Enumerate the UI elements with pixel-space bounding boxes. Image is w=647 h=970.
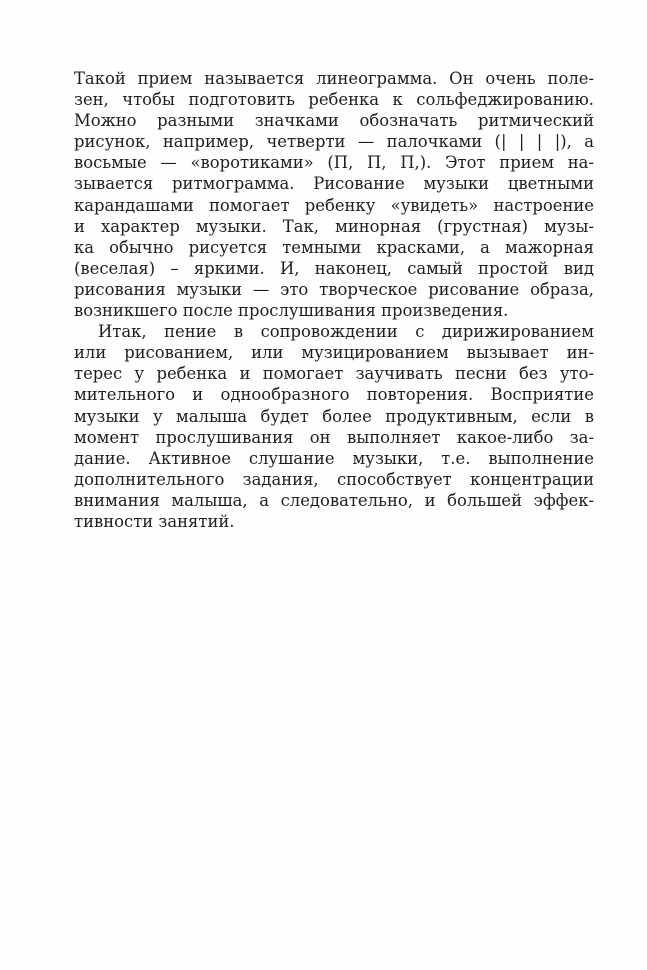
text-line: восьмые — «воротиками» (П, П, П,). Этот прием на- <box>74 153 594 173</box>
paragraph-1 <box>74 68 594 321</box>
text-line: Итак, пение в сопровождении с дирижированием <box>98 322 594 342</box>
text-line: дание. Активное слушание музыки, т.е. выполнение <box>74 448 594 468</box>
text-line: зывается ритмограмма. Рисование музыки цветными <box>74 174 594 194</box>
text-line: внимания малыша, а следовательно, и большей эффек- <box>74 490 594 510</box>
text-line: карандашами помогает ребенку «увидеть» настроение <box>74 195 594 215</box>
text-line: возникшего после прослушивания произведения. <box>74 301 509 321</box>
body-text <box>74 68 594 532</box>
text-line: музыки у малыша будет более продуктивным, если в <box>74 406 594 426</box>
text-line: рисования музыки — это творческое рисование образа, <box>74 279 594 299</box>
text-line: Такой прием называется линеограмма. Он очень поле- <box>74 69 594 88</box>
text-line: Можно разными значками обозначать ритмический <box>74 111 594 131</box>
text-line: (веселая) – яркими. И, наконец, самый простой вид <box>74 258 594 278</box>
text-line: момент прослушивания он выполняет какое-либо за- <box>74 427 594 447</box>
text-line: мительного и однообразного повторения. Восприятие <box>74 385 594 405</box>
text-line: и характер музыки. Так, минорная (грустная) музы- <box>74 216 594 236</box>
text-line: дополнительного задания, способствует концентрации <box>74 469 594 489</box>
text-line: рисунок, например, четверти — палочками (| | | |), а <box>74 132 594 152</box>
text-line: тивности занятий. <box>74 511 235 531</box>
text-line: ка обычно рисуется темными красками, а мажорная <box>74 237 594 257</box>
text-line: зен, чтобы подготовить ребенка к сольфеджированию. <box>74 90 594 110</box>
text-line: терес у ребенка и помогает заучивать песни без уто- <box>74 364 594 384</box>
paragraph-2 <box>74 321 594 532</box>
text-line: или рисованием, или музицированием вызывает ин- <box>74 343 594 363</box>
